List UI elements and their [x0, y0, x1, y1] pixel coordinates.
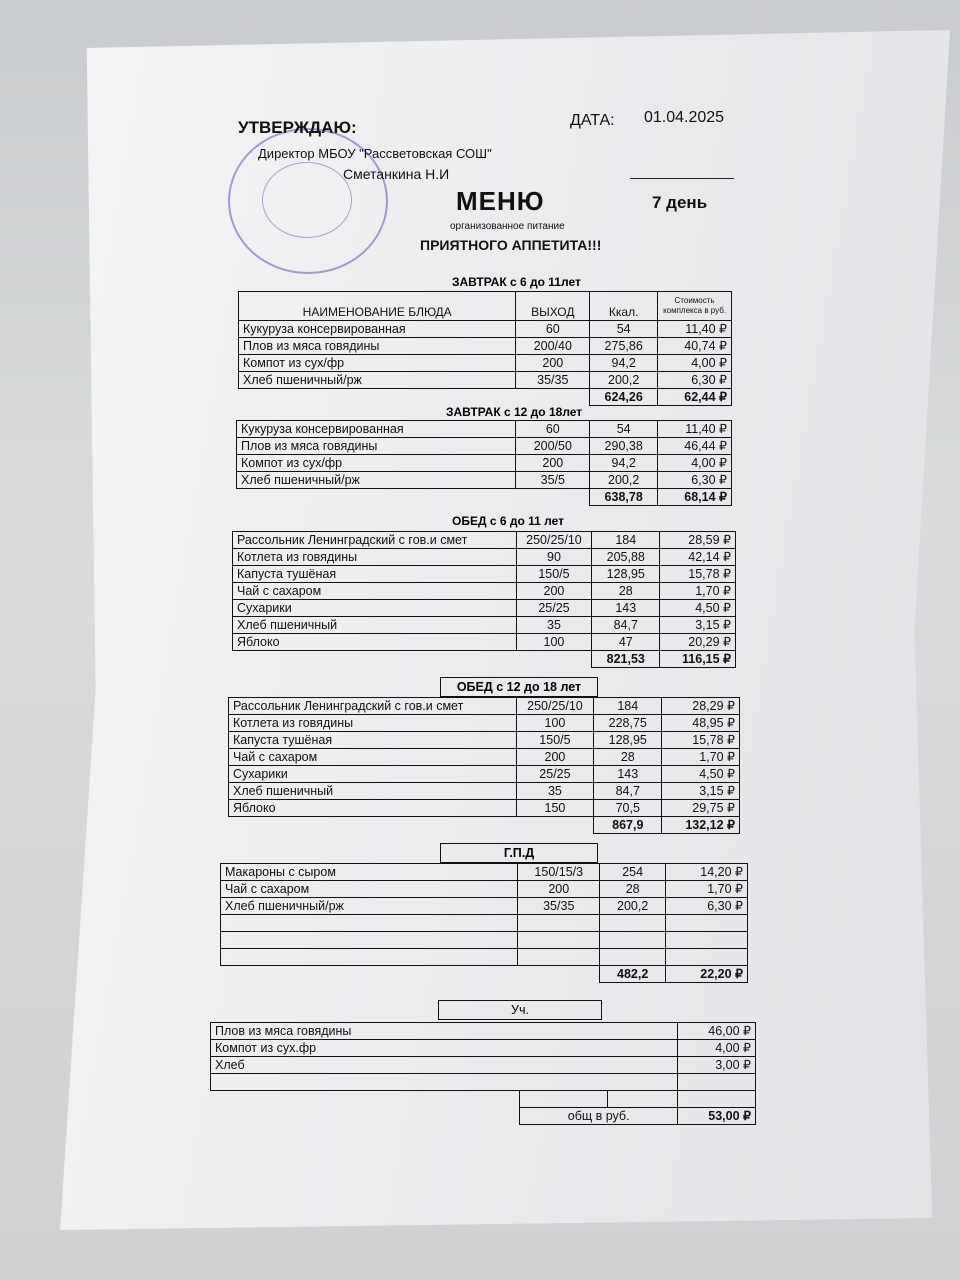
table-header — [239, 292, 732, 321]
dish-kcal: 128,95 — [594, 732, 662, 749]
table-row — [229, 766, 740, 783]
dish-name: Чай с сахаром — [233, 583, 517, 600]
table-row — [229, 698, 740, 715]
dish-output: 100 — [516, 715, 594, 732]
dish-price: 4,00 ₽ — [658, 355, 732, 372]
total-spacer — [516, 817, 594, 834]
dish-name: Плов из мяса говядины — [211, 1023, 678, 1040]
empty-cell — [666, 932, 748, 949]
dish-output: 150/5 — [516, 566, 592, 583]
gpd-title: Г.П.Д — [440, 843, 598, 863]
table-row — [221, 864, 748, 881]
dish-name: Компот из сух.фр — [211, 1040, 678, 1057]
dish-kcal: 28 — [592, 583, 660, 600]
dish-output: 25/25 — [516, 766, 594, 783]
lunch-6-11-table — [232, 531, 736, 668]
dish-name: Плов из мяса говядины — [239, 338, 516, 355]
dish-price: 40,74 ₽ — [658, 338, 732, 355]
table-row — [211, 1057, 756, 1074]
empty-cell — [600, 949, 666, 966]
dish-price: 11,40 ₽ — [658, 321, 732, 338]
table-row — [237, 438, 732, 455]
dish-kcal: 70,5 — [594, 800, 662, 817]
table-row — [237, 472, 732, 489]
dish-price: 3,15 ₽ — [662, 783, 740, 800]
table-row — [229, 749, 740, 766]
appetite-text: ПРИЯТНОГО АППЕТИТА!!! — [420, 237, 602, 253]
dish-name: Хлеб пшеничный/рж — [237, 472, 516, 489]
date-value: 01.04.2025 — [644, 109, 725, 126]
dish-price: 28,29 ₽ — [662, 698, 740, 715]
dish-kcal: 143 — [594, 766, 662, 783]
dish-output: 200 — [516, 355, 590, 372]
dish-name: Рассольник Ленинградский с гов.и смет — [229, 698, 517, 715]
empty-cell — [678, 1091, 756, 1108]
empty-row — [221, 932, 748, 949]
dish-name: Капуста тушёная — [229, 732, 517, 749]
dish-price: 4,00 ₽ — [658, 455, 732, 472]
menu-subtitle: организованное питание — [450, 221, 565, 232]
empty-cell — [211, 1074, 678, 1091]
director-line: Директор МБОУ "Рассветовская СОШ" — [258, 146, 492, 161]
dish-price: 4,00 ₽ — [678, 1040, 756, 1057]
header-name: НАИМЕНОВАНИЕ БЛЮДА — [239, 292, 516, 321]
total-row — [221, 966, 748, 983]
dish-price: 42,14 ₽ — [660, 549, 736, 566]
table-row — [233, 532, 736, 549]
dish-output: 35/35 — [516, 372, 590, 389]
dish-price: 46,00 ₽ — [678, 1023, 756, 1040]
total-kcal: 821,53 — [592, 651, 660, 668]
dish-price: 28,59 ₽ — [660, 532, 736, 549]
total-spacer — [518, 966, 600, 983]
dish-name: Котлета из говядины — [233, 549, 517, 566]
staff-table — [210, 1022, 756, 1125]
dish-price: 1,70 ₽ — [660, 583, 736, 600]
dish-output: 35 — [516, 617, 592, 634]
dish-name: Котлета из говядины — [229, 715, 517, 732]
table-row — [229, 800, 740, 817]
dish-name: Рассольник Ленинградский с гов.и смет — [233, 532, 517, 549]
dish-name: Сухарики — [233, 600, 517, 617]
lunch-12-18-table — [228, 697, 740, 834]
total-spacer — [237, 489, 516, 506]
dish-name: Сухарики — [229, 766, 517, 783]
dish-kcal: 290,38 — [590, 438, 658, 455]
table-row — [239, 321, 732, 338]
dish-kcal: 28 — [600, 881, 666, 898]
dish-price: 3,00 ₽ — [678, 1057, 756, 1074]
dish-name: Макароны с сыром — [221, 864, 518, 881]
staff-title: Уч. — [438, 1000, 602, 1020]
breakfast-12-18-title: ЗАВТРАК с 12 до 18лет — [446, 405, 583, 419]
empty-row — [221, 949, 748, 966]
dish-output: 250/25/10 — [516, 532, 592, 549]
total-price: 62,44 ₽ — [658, 389, 732, 406]
total-kcal: 482,2 — [600, 966, 666, 983]
total-spacer — [239, 389, 516, 406]
dish-name: Хлеб пшеничный/рж — [221, 898, 518, 915]
empty-cell — [221, 932, 518, 949]
dish-name: Хлеб пшеничный — [233, 617, 517, 634]
dish-output: 35/5 — [516, 472, 590, 489]
empty-cell — [221, 949, 518, 966]
dish-name: Хлеб пшеничный — [229, 783, 517, 800]
total-row — [233, 651, 736, 668]
table-row — [233, 566, 736, 583]
dish-name: Яблоко — [233, 634, 517, 651]
dish-output: 60 — [516, 421, 590, 438]
table-row — [233, 600, 736, 617]
lunch-12-18-title: ОБЕД с 12 до 18 лет — [440, 677, 598, 697]
dish-output: 150 — [516, 800, 594, 817]
empty-cell — [666, 915, 748, 932]
dish-name: Компот из сух/фр — [237, 455, 516, 472]
total-spacer — [233, 651, 517, 668]
dish-output: 150/5 — [516, 732, 594, 749]
table-row — [239, 355, 732, 372]
breakfast-12-18-table — [236, 420, 732, 506]
total-label: общ в руб. — [520, 1108, 678, 1125]
dish-price: 46,44 ₽ — [658, 438, 732, 455]
total-spacer — [221, 966, 518, 983]
dish-name: Хлеб — [211, 1057, 678, 1074]
dish-output: 250/25/10 — [516, 698, 594, 715]
dish-kcal: 184 — [592, 532, 660, 549]
empty-cell — [600, 932, 666, 949]
date-underline — [630, 178, 734, 179]
dish-output: 150/15/3 — [518, 864, 600, 881]
empty-cell — [211, 1091, 520, 1108]
approve-label: УТВЕРЖДАЮ: — [238, 118, 357, 137]
dish-kcal: 84,7 — [594, 783, 662, 800]
dish-output: 100 — [516, 634, 592, 651]
lunch-6-11-title: ОБЕД с 6 до 11 лет — [452, 514, 565, 528]
dish-price: 15,78 ₽ — [660, 566, 736, 583]
dish-kcal: 228,75 — [594, 715, 662, 732]
empty-cell — [666, 949, 748, 966]
total-price: 68,14 ₽ — [658, 489, 732, 506]
table-row — [233, 617, 736, 634]
dish-output: 200 — [516, 749, 594, 766]
header-kcal: Ккал. — [590, 292, 658, 321]
empty-row — [221, 915, 748, 932]
header-output: ВЫХОД — [516, 292, 590, 321]
empty-cell — [518, 915, 600, 932]
breakfast-6-11-table — [238, 291, 732, 406]
date-label: ДАТА: — [570, 112, 615, 129]
dish-kcal: 94,2 — [590, 455, 658, 472]
dish-kcal: 200,2 — [590, 372, 658, 389]
dish-price: 6,30 ₽ — [658, 472, 732, 489]
dish-output: 25/25 — [516, 600, 592, 617]
header-cost: Стоимость комплекса в руб. — [658, 292, 732, 321]
menu-title: МЕНЮ — [456, 186, 545, 216]
dish-kcal: 200,2 — [600, 898, 666, 915]
dish-name: Плов из мяса говядины — [237, 438, 516, 455]
table-row — [233, 634, 736, 651]
table-row — [233, 583, 736, 600]
dish-output: 200 — [518, 881, 600, 898]
total-price: 132,12 ₽ — [662, 817, 740, 834]
table-row — [233, 549, 736, 566]
table-row — [239, 338, 732, 355]
total-kcal: 867,9 — [594, 817, 662, 834]
dish-name: Кукуруза консервированная — [237, 421, 516, 438]
dish-price: 6,30 ₽ — [666, 898, 748, 915]
empty-row — [211, 1074, 756, 1091]
total-row — [229, 817, 740, 834]
dish-price: 11,40 ₽ — [658, 421, 732, 438]
empty-cell — [518, 949, 600, 966]
total-price: 22,20 ₽ — [666, 966, 748, 983]
dish-output: 200/50 — [516, 438, 590, 455]
empty-cell — [518, 932, 600, 949]
empty-row — [211, 1091, 756, 1108]
total-spacer — [516, 389, 590, 406]
total-spacer — [516, 651, 592, 668]
dish-name: Чай с сахаром — [221, 881, 518, 898]
dish-kcal: 205,88 — [592, 549, 660, 566]
table-row — [229, 783, 740, 800]
dish-price: 29,75 ₽ — [662, 800, 740, 817]
dish-price: 3,15 ₽ — [660, 617, 736, 634]
empty-cell — [221, 915, 518, 932]
dish-price: 1,70 ₽ — [662, 749, 740, 766]
empty-cell — [608, 1091, 678, 1108]
dish-price: 6,30 ₽ — [658, 372, 732, 389]
signer-name: Сметанкина Н.И — [343, 166, 450, 182]
dish-name: Хлеб пшеничный/рж — [239, 372, 516, 389]
total-row — [239, 389, 732, 406]
dish-price: 20,29 ₽ — [660, 634, 736, 651]
dish-kcal: 275,86 — [590, 338, 658, 355]
total-spacer — [211, 1108, 520, 1125]
dish-kcal: 54 — [590, 321, 658, 338]
total-price: 53,00 ₽ — [678, 1108, 756, 1125]
total-kcal: 624,26 — [590, 389, 658, 406]
dish-kcal: 94,2 — [590, 355, 658, 372]
dish-name: Чай с сахаром — [229, 749, 517, 766]
dish-output: 200 — [516, 455, 590, 472]
total-spacer — [516, 489, 590, 506]
dish-kcal: 128,95 — [592, 566, 660, 583]
table-row — [237, 421, 732, 438]
dish-output: 200 — [516, 583, 592, 600]
empty-cell — [678, 1074, 756, 1091]
dish-kcal: 47 — [592, 634, 660, 651]
dish-price: 15,78 ₽ — [662, 732, 740, 749]
total-row — [211, 1108, 756, 1125]
dish-price: 14,20 ₽ — [666, 864, 748, 881]
dish-output: 200/40 — [516, 338, 590, 355]
dish-kcal: 84,7 — [592, 617, 660, 634]
day-number: 7 день — [652, 193, 708, 212]
total-row — [237, 489, 732, 506]
table-row — [211, 1040, 756, 1057]
table-row — [239, 372, 732, 389]
gpd-table — [220, 863, 748, 983]
dish-kcal: 28 — [594, 749, 662, 766]
total-kcal: 638,78 — [590, 489, 658, 506]
dish-output: 35/35 — [518, 898, 600, 915]
dish-kcal: 143 — [592, 600, 660, 617]
table-row — [229, 715, 740, 732]
dish-output: 60 — [516, 321, 590, 338]
dish-output: 90 — [516, 549, 592, 566]
empty-cell — [600, 915, 666, 932]
dish-price: 4,50 ₽ — [662, 766, 740, 783]
dish-kcal: 200,2 — [590, 472, 658, 489]
total-price: 116,15 ₽ — [660, 651, 736, 668]
table-row — [229, 732, 740, 749]
table-row — [237, 455, 732, 472]
dish-kcal: 254 — [600, 864, 666, 881]
total-spacer — [229, 817, 517, 834]
dish-price: 4,50 ₽ — [660, 600, 736, 617]
dish-price: 1,70 ₽ — [666, 881, 748, 898]
dish-name: Компот из сух/фр — [239, 355, 516, 372]
table-row — [221, 881, 748, 898]
dish-kcal: 184 — [594, 698, 662, 715]
dish-name: Кукуруза консервированная — [239, 321, 516, 338]
dish-price: 48,95 ₽ — [662, 715, 740, 732]
table-row — [221, 898, 748, 915]
dish-name: Яблоко — [229, 800, 517, 817]
empty-cell — [520, 1091, 608, 1108]
dish-name: Капуста тушёная — [233, 566, 517, 583]
dish-kcal: 54 — [590, 421, 658, 438]
table-row — [211, 1023, 756, 1040]
breakfast-6-11-title: ЗАВТРАК с 6 до 11лет — [452, 275, 581, 289]
dish-output: 35 — [516, 783, 594, 800]
